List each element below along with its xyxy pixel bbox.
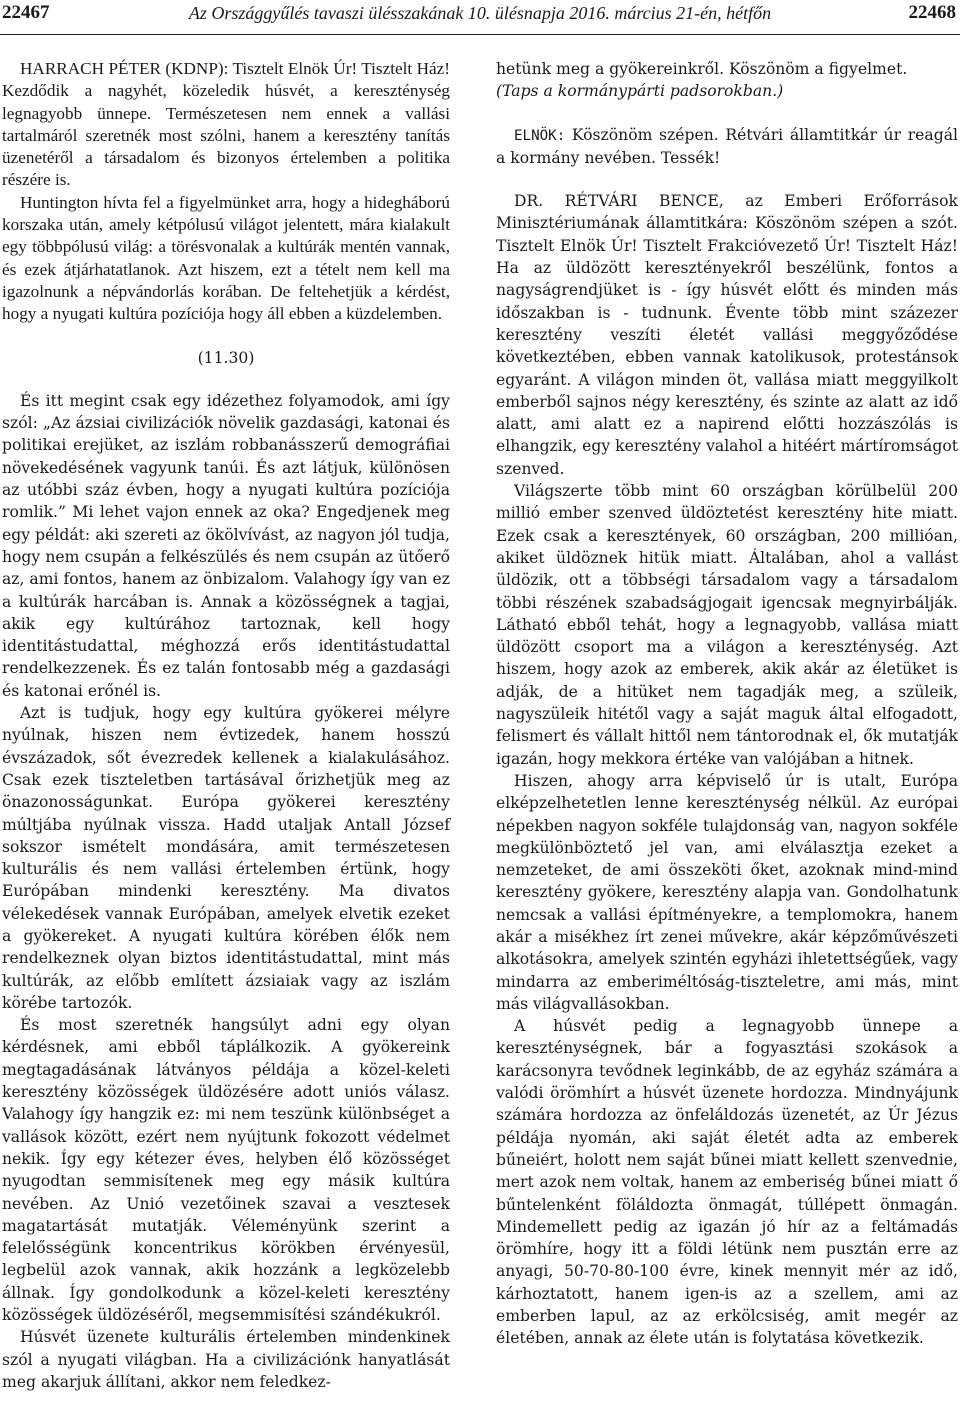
speaker-paragraph: [496, 190, 958, 480]
applause-note: (Taps a kormánypárti padsorokban.): [496, 82, 784, 101]
paragraph: Azt is tudjuk, hogy egy kultúra gyökerei mélyre nyúlnak, hiszen nem évtizedek, hanem hosszú évszázadok, sőt évezredek kellenek a kialakulásához. Csak ezek tiszteletben tartásával őrizhetjük meg az önazonosságunkat. Európa gyökerei keresztény múltjába nyúlnak vissza. Hadd utaljak Antall József sokszor ismételt mondására, amit természetesen kulturális és nem vallási értelemben értünk, hogy Európában mindenki keresztény. Ma divatos vélekedések vannak Európában, amelyek elvetik ezeket a gyökereket. A nyugati kultúra körében élők nem rendelkeznek olyan biztos identitástudattal, mint más kultúrák, az előbb említett ázsiaiak vagy az iszlám körébe tartozók.: [2, 704, 450, 1012]
running-title: Az Országgyűlés tavaszi ülésszakának 10. ülésnapja 2016. március 21-én, hétfőn: [188, 3, 772, 23]
paragraph: Húsvét üzenete kulturális értelemben mindenkinek szól a nyugati világban. Ha a civilizációnk hanyatlását meg akarjuk állítani, akkor nem feledkez-: [2, 1328, 450, 1391]
paragraph: HARRACH PÉTER (KDNP): Tisztelt Elnök Úr! Tisztelt Ház! Kezdődik a nagyhét, közeledik húsvét, a kereszténység legnagyobb ünnepe. Természetesen nem ennek a vallási tartalmáról szeretnék most szólni, hanem a keresztény tanítás üzenetéről a társadalom és bizonyos értelemben a politika részére is.: [2, 59, 450, 190]
speaker-name: DR. RÉTVÁRI BENCE, az Emberi Erőforrások Minisztériumának államtitkára:: [496, 192, 958, 233]
left-column: [2, 58, 450, 1393]
paragraph: Huntington hívta fel a figyelmünket arra, hogy a hidegháború korszaka után, amely kétpólusú világot jelentett, mára kialakult egy többpólusú világ: a törésvonalak a kultúrák mentén vannak, és ezek átjárhatatlanok. Azt hiszem, ezt a tételt nem kell ma igazolnunk a népvándorlás korában. De feltehetjük a kérdést, hogy a nyugati kultúra pozíciója hogy áll ebben a küzdelemben.: [2, 192, 450, 324]
paragraph: És itt megint csak egy idézethez folyamodok, ami így szól: „Az ázsiai civilizációk növelik gazdasági, katonai és politikai erejüket, az iszlám robbanásszerű demográfiai növekedésének vagyunk tanúi. És azt látjuk, különösen az utóbbi száz évben, hogy a nyugati kultúra pozíciója romlik.” Mi lehet vajon ennek az oka? Engedjenek meg egy példát: aki szereti az ökölvívást, az nagyon jól tudja, hogy nem csupán a felkészülés és nem csupán az ütőerő az, ami fontos, hanem az önbizalom. Valahogy így van ez a kultúrák harcában is. Annak a közösségnek a tagjai, akik egy kultúrához tartoznak, kell hogy identitástudattal, méghozzá erős identitástudattal rendelkezzenek. És ez talán fontosabb még a gazdasági és katonai erőnél is.: [2, 391, 450, 700]
page-number-right: 22468: [908, 2, 956, 23]
paragraph: hetünk meg a gyökereinkről. Köszönöm a figyelmet.: [496, 60, 908, 78]
right-column: [496, 58, 958, 1350]
speaker-name: ELNÖK:: [514, 127, 566, 144]
speech-text: Köszönöm szépen. Rétvári államtitkár úr reagál a kormány nevében. Tessék!: [496, 125, 958, 167]
page-header: [0, 0, 960, 35]
speaker-paragraph: [496, 124, 958, 170]
paragraph: A húsvét pedig a legnagyobb ünnepe a kereszténységnek, bár a fogyasztási szokások a karácsonyra tevődnek leginkább, de az egyház számára a valódi örömhírt a húsvét üzenete hordozza. Mindnyájunk számára hordozza az önfeláldozás üzenetét, az Úr Jézus példája nyomán, aki saját életét adta az emberek bűneiért, holott nem saját bűnei miatt kellett szenvednie, mert azok nem voltak, hanem az emberiség bűnei miatt ő bűntelenként föláldozta önmagát, túllépett önmagán. Mindemellett pedig az igazán jó hír az a feltámadás örömhíre, hogy itt a földi létünk nem pusztán erre az anyagi, 50-70-80-100 évre, kinek mennyit mér az idő, kárhoztatott, hanem igen-is az a szellem, ami az emberben lapul, az az erkölcsiség, amit megér az életében, annak az élete után is folytatása következik.: [496, 1017, 958, 1348]
time-marker: (11.30): [197, 348, 255, 367]
paragraph: Hiszen, ahogy arra képviselő úr is utalt, Európa elképzelhetetlen lenne kereszténység nélkül. Az európai népekben nagyon sokféle tulajdonság van, nagyon sokféle megkülönböztető jel van, ami elválasztja ezeket a nemzeteket, de ami összeköti őket, azoknak mind-mind keresztény gyökere, keresztény alapja van. Gondolhatunk nemcsak a vallási építményekre, a templomokra, hanem akár a misékhez írt zenei művekre, akár képzőművészeti alkotásokra, amelyek szintén egyházi ihletettségűek, vagy mindarra az emberiméltóság-tiszteletre, ami más, mint más világvallásokban.: [496, 771, 958, 1013]
paragraph: És most szeretnék hangsúlyt adni egy olyan kérdésnek, ami ebből táplálkozik. A gyökereink megtagadásának látványos példája a közel-keleti keresztény közösségek üldözésére adott uniós válasz. Valahogy így hangzik ez: mi nem teszünk különbséget a vallások között, ezért nem nyújtunk fokozott védelmet nekik. Így egy kétezer éves, helyben élő közösséget nyugodtan semmisítenek meg egy másik kultúra nevében. Az Unió vezetőinek szavai a vesztesek magatartását mutatják. Véleményünk szerint a felelősségünk koncentrikus körökben érvényesül, legbelül azok vannak, akik hozzánk a legközelebb állnak. Így gondolkodunk a közel-keleti keresztény közösségek üldözéséről, megsemmisítési szándékukról.: [2, 1016, 450, 1325]
page-number-left: 22467: [2, 2, 50, 23]
speech-text: Köszönöm szépen a szót. Tisztelt Elnök Úr! Tisztelt Frakcióvezető Úr! Tisztelt Ház! Ha az üldözött keresztényekről beszélünk, fontos a nagyságrendjüket is - így húsvét előtt és minden más időszakban is - tudnunk. Évente több mint százezer keresztény veszíti életét vallási meggyőződése következtében, ebben vannak katolikusok, protestánsok egyaránt. A világon minden öt, vallása miatt meggyilkolt emberből sajnos négy keresztény, és szinte az alatt az idő alatt, ami alatt ez a napirend előtti hozzászólás is elhangzik, egy keresztény valahol a hitéért mártíromságot szenved.: [496, 214, 958, 478]
paragraph: Világszerte több mint 60 országban körülbelül 200 millió ember szenved üldöztetést keresztény hite miatt. Ezek csak a keresztények, 60 országban, 200 millióan, akiket üldöznek hitük miatt. Általában, ahol a vallást üldözik, ott a többségi társadalom vagy a társadalom többi részének szabadságjogait igencsak megnyirbálják. Látható ebből tehát, hogy a legnagyobb, vallása miatt üldözött csoport ma a világon a kereszténység. Azt hiszem, hogy azok az emberek, akik akár az életüket is adják, de a hitüket nem tagadják meg, a szüleik, nagyszüleik hitétől vagy a saját maguk által elfogadott, felismert és vállalt hittől nem tántorodnak el, ők mutatják igazán, hogy mekkora értéke van valójában a hitnek.: [496, 482, 958, 768]
